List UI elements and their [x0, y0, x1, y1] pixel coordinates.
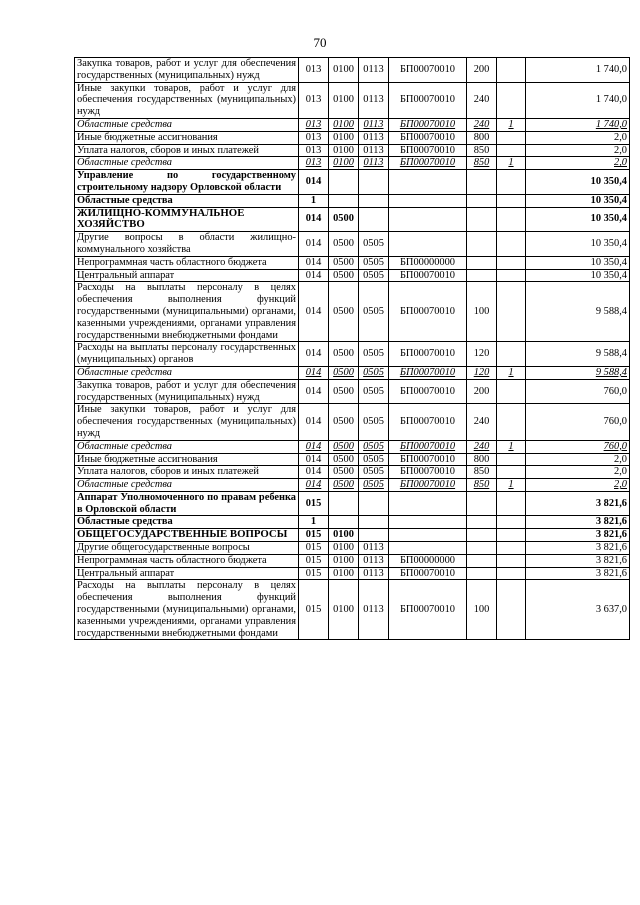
row-name-cell: Областные средства — [75, 440, 299, 453]
funding-source-cell — [497, 466, 526, 479]
funding-source-cell — [497, 554, 526, 567]
funding-source-cell — [497, 542, 526, 555]
ved-code-cell: 015 — [299, 529, 329, 542]
row-name-cell: Закупка товаров, работ и услуг для обеспечения государственных (муниципальных) нужд — [75, 379, 299, 404]
expense-type-cell — [467, 542, 497, 555]
funding-source-cell: 1 — [497, 157, 526, 170]
section-code-cell: 0100 — [329, 554, 359, 567]
table-row — [75, 82, 630, 118]
table-row — [75, 269, 630, 282]
ved-code-cell: 014 — [299, 453, 329, 466]
amount-cell: 3 637,0 — [526, 580, 630, 640]
target-article-cell — [389, 542, 467, 555]
ved-code-cell: 015 — [299, 542, 329, 555]
section-code-cell: 0500 — [329, 440, 359, 453]
subsection-code-cell: 0113 — [359, 157, 389, 170]
row-name-cell: Непрограммная часть областного бюджета — [75, 256, 299, 269]
section-code-cell: 0100 — [329, 580, 359, 640]
row-name-cell: Областные средства — [75, 479, 299, 492]
expense-type-cell — [467, 170, 497, 195]
row-name-cell: Аппарат Уполномоченного по правам ребенка в Орловской области — [75, 491, 299, 516]
ved-code-cell: 014 — [299, 466, 329, 479]
row-name-cell: Иные закупки товаров, работ и услуг для обеспечения государственных (муниципальных) нужд — [75, 404, 299, 440]
ved-code-cell: 013 — [299, 82, 329, 118]
expense-type-cell — [467, 269, 497, 282]
funding-source-cell — [497, 269, 526, 282]
table-row — [75, 554, 630, 567]
expense-type-cell — [467, 491, 497, 516]
ved-code-cell: 014 — [299, 404, 329, 440]
target-article-cell — [389, 529, 467, 542]
amount-cell: 9 588,4 — [526, 366, 630, 379]
funding-source-cell: 1 — [497, 479, 526, 492]
ved-code-cell: 014 — [299, 440, 329, 453]
subsection-code-cell: 0505 — [359, 479, 389, 492]
expense-type-cell: 240 — [467, 440, 497, 453]
ved-code-cell: 015 — [299, 567, 329, 580]
target-article-cell — [389, 207, 467, 232]
table-row — [75, 491, 630, 516]
ved-code-cell: 014 — [299, 256, 329, 269]
section-code-cell: 0100 — [329, 144, 359, 157]
funding-source-cell — [497, 194, 526, 207]
amount-cell: 2,0 — [526, 144, 630, 157]
table-row — [75, 194, 630, 207]
ved-code-cell: 013 — [299, 144, 329, 157]
funding-source-cell — [497, 342, 526, 367]
target-article-cell: БП00070010 — [389, 366, 467, 379]
amount-cell: 10 350,4 — [526, 256, 630, 269]
expense-type-cell: 240 — [467, 118, 497, 131]
table-row — [75, 58, 630, 83]
ved-code-cell: 014 — [299, 207, 329, 232]
target-article-cell — [389, 491, 467, 516]
target-article-cell: БП00070010 — [389, 580, 467, 640]
amount-cell: 3 821,6 — [526, 567, 630, 580]
section-code-cell: 0100 — [329, 157, 359, 170]
target-article-cell: БП00070010 — [389, 379, 467, 404]
row-name-cell: Расходы на выплаты персоналу в целях обеспечения выполнения функций государственными (муниципальными) органами, казенными учреждениями, органами управления государственными внебюджетными фондами — [75, 580, 299, 640]
target-article-cell: БП00070010 — [389, 404, 467, 440]
amount-cell: 3 821,6 — [526, 529, 630, 542]
target-article-cell: БП00000000 — [389, 256, 467, 269]
table-row — [75, 542, 630, 555]
expense-type-cell — [467, 207, 497, 232]
table-row — [75, 479, 630, 492]
expense-type-cell: 240 — [467, 404, 497, 440]
ved-code-cell: 1 — [299, 194, 329, 207]
amount-cell: 2,0 — [526, 157, 630, 170]
row-name-cell: Областные средства — [75, 194, 299, 207]
amount-cell: 3 821,6 — [526, 516, 630, 529]
table-row — [75, 440, 630, 453]
row-name-cell: Закупка товаров, работ и услуг для обеспечения государственных (муниципальных) нужд — [75, 58, 299, 83]
section-code-cell — [329, 194, 359, 207]
amount-cell: 2,0 — [526, 131, 630, 144]
table-row — [75, 131, 630, 144]
section-code-cell: 0100 — [329, 118, 359, 131]
table-row — [75, 466, 630, 479]
section-code-cell: 0500 — [329, 342, 359, 367]
section-code-cell: 0100 — [329, 82, 359, 118]
row-name-cell: Областные средства — [75, 157, 299, 170]
expense-type-cell: 800 — [467, 131, 497, 144]
amount-cell: 3 821,6 — [526, 542, 630, 555]
section-code-cell: 0100 — [329, 58, 359, 83]
table-row — [75, 567, 630, 580]
expense-type-cell: 800 — [467, 453, 497, 466]
target-article-cell: БП00070010 — [389, 567, 467, 580]
section-code-cell: 0500 — [329, 366, 359, 379]
subsection-code-cell: 0113 — [359, 118, 389, 131]
ved-code-cell: 013 — [299, 118, 329, 131]
amount-cell: 3 821,6 — [526, 491, 630, 516]
section-code-cell: 0500 — [329, 282, 359, 342]
table-row — [75, 529, 630, 542]
expense-type-cell — [467, 232, 497, 257]
ved-code-cell: 014 — [299, 342, 329, 367]
page-number: 70 — [313, 35, 327, 50]
funding-source-cell — [497, 379, 526, 404]
expense-type-cell: 240 — [467, 82, 497, 118]
table-row — [75, 453, 630, 466]
expense-type-cell — [467, 516, 497, 529]
target-article-cell: БП00000000 — [389, 554, 467, 567]
section-code-cell — [329, 170, 359, 195]
section-code-cell — [329, 516, 359, 529]
section-code-cell: 0500 — [329, 466, 359, 479]
subsection-code-cell: 0505 — [359, 232, 389, 257]
expense-type-cell: 200 — [467, 379, 497, 404]
expense-type-cell — [467, 194, 497, 207]
ved-code-cell: 014 — [299, 232, 329, 257]
amount-cell: 10 350,4 — [526, 194, 630, 207]
row-name-cell: Уплата налогов, сборов и иных платежей — [75, 144, 299, 157]
table-row — [75, 404, 630, 440]
ved-code-cell: 013 — [299, 157, 329, 170]
row-name-cell: Областные средства — [75, 366, 299, 379]
target-article-cell — [389, 232, 467, 257]
section-code-cell: 0100 — [329, 131, 359, 144]
subsection-code-cell: 0505 — [359, 404, 389, 440]
row-name-cell: Уплата налогов, сборов и иных платежей — [75, 466, 299, 479]
amount-cell: 760,0 — [526, 440, 630, 453]
table-row — [75, 516, 630, 529]
expense-type-cell: 850 — [467, 157, 497, 170]
expense-type-cell — [467, 567, 497, 580]
table-row — [75, 342, 630, 367]
funding-source-cell — [497, 491, 526, 516]
funding-source-cell — [497, 58, 526, 83]
amount-cell: 1 740,0 — [526, 82, 630, 118]
table-row — [75, 170, 630, 195]
target-article-cell: БП00070010 — [389, 440, 467, 453]
row-name-cell: Центральный аппарат — [75, 269, 299, 282]
ved-code-cell: 015 — [299, 580, 329, 640]
budget-table — [74, 57, 630, 640]
section-code-cell: 0500 — [329, 404, 359, 440]
subsection-code-cell — [359, 207, 389, 232]
ved-code-cell: 014 — [299, 170, 329, 195]
row-name-cell: Иные бюджетные ассигнования — [75, 453, 299, 466]
section-code-cell: 0100 — [329, 529, 359, 542]
subsection-code-cell: 0505 — [359, 440, 389, 453]
amount-cell: 10 350,4 — [526, 207, 630, 232]
subsection-code-cell: 0113 — [359, 82, 389, 118]
expense-type-cell: 100 — [467, 580, 497, 640]
expense-type-cell — [467, 529, 497, 542]
section-code-cell: 0500 — [329, 269, 359, 282]
table-row — [75, 118, 630, 131]
funding-source-cell — [497, 529, 526, 542]
section-code-cell: 0500 — [329, 479, 359, 492]
target-article-cell: БП00070010 — [389, 479, 467, 492]
ved-code-cell: 015 — [299, 491, 329, 516]
ved-code-cell: 013 — [299, 58, 329, 83]
row-name-cell: Другие вопросы в области жилищно-коммунального хозяйства — [75, 232, 299, 257]
ved-code-cell: 013 — [299, 131, 329, 144]
expense-type-cell: 120 — [467, 342, 497, 367]
amount-cell: 2,0 — [526, 453, 630, 466]
table-row — [75, 379, 630, 404]
expense-type-cell: 850 — [467, 479, 497, 492]
row-name-cell: ЖИЛИЩНО-КОММУНАЛЬНОЕ ХОЗЯЙСТВО — [75, 207, 299, 232]
section-code-cell: 0500 — [329, 379, 359, 404]
amount-cell: 760,0 — [526, 379, 630, 404]
funding-source-cell — [497, 207, 526, 232]
funding-source-cell: 1 — [497, 118, 526, 131]
funding-source-cell — [497, 282, 526, 342]
subsection-code-cell: 0113 — [359, 580, 389, 640]
expense-type-cell — [467, 256, 497, 269]
amount-cell: 2,0 — [526, 466, 630, 479]
row-name-cell: Областные средства — [75, 118, 299, 131]
expense-type-cell: 850 — [467, 466, 497, 479]
row-name-cell: Иные бюджетные ассигнования — [75, 131, 299, 144]
amount-cell: 9 588,4 — [526, 282, 630, 342]
ved-code-cell: 014 — [299, 269, 329, 282]
expense-type-cell: 200 — [467, 58, 497, 83]
subsection-code-cell: 0113 — [359, 554, 389, 567]
amount-cell: 760,0 — [526, 404, 630, 440]
target-article-cell: БП00070010 — [389, 453, 467, 466]
funding-source-cell — [497, 82, 526, 118]
subsection-code-cell — [359, 516, 389, 529]
target-article-cell: БП00070010 — [389, 144, 467, 157]
funding-source-cell: 1 — [497, 440, 526, 453]
table-row — [75, 580, 630, 640]
ved-code-cell: 014 — [299, 479, 329, 492]
table-row — [75, 282, 630, 342]
target-article-cell: БП00070010 — [389, 157, 467, 170]
subsection-code-cell: 0113 — [359, 567, 389, 580]
table-row — [75, 144, 630, 157]
amount-cell: 10 350,4 — [526, 232, 630, 257]
ved-code-cell: 1 — [299, 516, 329, 529]
target-article-cell: БП00070010 — [389, 342, 467, 367]
table-body — [75, 58, 630, 640]
subsection-code-cell — [359, 529, 389, 542]
funding-source-cell — [497, 453, 526, 466]
ved-code-cell: 014 — [299, 366, 329, 379]
target-article-cell — [389, 516, 467, 529]
target-article-cell: БП00070010 — [389, 82, 467, 118]
section-code-cell: 0500 — [329, 232, 359, 257]
section-code-cell — [329, 491, 359, 516]
target-article-cell — [389, 170, 467, 195]
row-name-cell: ОБЩЕГОСУДАРСТВЕННЫЕ ВОПРОСЫ — [75, 529, 299, 542]
target-article-cell: БП00070010 — [389, 282, 467, 342]
subsection-code-cell: 0113 — [359, 131, 389, 144]
section-code-cell: 0500 — [329, 453, 359, 466]
row-name-cell: Областные средства — [75, 516, 299, 529]
table-row — [75, 157, 630, 170]
amount-cell: 2,0 — [526, 479, 630, 492]
ved-code-cell: 014 — [299, 282, 329, 342]
funding-source-cell: 1 — [497, 366, 526, 379]
subsection-code-cell: 0505 — [359, 379, 389, 404]
subsection-code-cell: 0505 — [359, 342, 389, 367]
section-code-cell: 0100 — [329, 567, 359, 580]
amount-cell: 3 821,6 — [526, 554, 630, 567]
table-row — [75, 232, 630, 257]
section-code-cell: 0100 — [329, 542, 359, 555]
row-name-cell: Расходы на выплаты персоналу в целях обеспечения выполнения функций государственными (муниципальными) органами, казенными учреждениями, органами управления государственными внебюджетными фондами — [75, 282, 299, 342]
table-row — [75, 256, 630, 269]
subsection-code-cell — [359, 194, 389, 207]
expense-type-cell: 120 — [467, 366, 497, 379]
subsection-code-cell: 0505 — [359, 282, 389, 342]
subsection-code-cell — [359, 170, 389, 195]
section-code-cell: 0500 — [329, 207, 359, 232]
row-name-cell: Управление по государственному строительному надзору Орловской области — [75, 170, 299, 195]
row-name-cell: Непрограммная часть областного бюджета — [75, 554, 299, 567]
amount-cell: 9 588,4 — [526, 342, 630, 367]
subsection-code-cell — [359, 491, 389, 516]
funding-source-cell — [497, 144, 526, 157]
subsection-code-cell: 0505 — [359, 453, 389, 466]
target-article-cell: БП00070010 — [389, 466, 467, 479]
subsection-code-cell: 0505 — [359, 256, 389, 269]
subsection-code-cell: 0505 — [359, 269, 389, 282]
subsection-code-cell: 0505 — [359, 466, 389, 479]
target-article-cell — [389, 194, 467, 207]
row-name-cell: Другие общегосударственные вопросы — [75, 542, 299, 555]
expense-type-cell: 100 — [467, 282, 497, 342]
amount-cell: 10 350,4 — [526, 170, 630, 195]
amount-cell: 1 740,0 — [526, 118, 630, 131]
row-name-cell: Расходы на выплаты персоналу государственных (муниципальных) органов — [75, 342, 299, 367]
target-article-cell: БП00070010 — [389, 118, 467, 131]
ved-code-cell: 015 — [299, 554, 329, 567]
funding-source-cell — [497, 170, 526, 195]
target-article-cell: БП00070010 — [389, 131, 467, 144]
subsection-code-cell: 0113 — [359, 58, 389, 83]
row-name-cell: Центральный аппарат — [75, 567, 299, 580]
subsection-code-cell: 0113 — [359, 144, 389, 157]
row-name-cell: Иные закупки товаров, работ и услуг для обеспечения государственных (муниципальных) нужд — [75, 82, 299, 118]
funding-source-cell — [497, 131, 526, 144]
subsection-code-cell: 0505 — [359, 366, 389, 379]
target-article-cell: БП00070010 — [389, 58, 467, 83]
funding-source-cell — [497, 232, 526, 257]
target-article-cell: БП00070010 — [389, 269, 467, 282]
funding-source-cell — [497, 404, 526, 440]
subsection-code-cell: 0113 — [359, 542, 389, 555]
funding-source-cell — [497, 567, 526, 580]
funding-source-cell — [497, 516, 526, 529]
section-code-cell: 0500 — [329, 256, 359, 269]
funding-source-cell — [497, 580, 526, 640]
funding-source-cell — [497, 256, 526, 269]
expense-type-cell — [467, 554, 497, 567]
table-row — [75, 366, 630, 379]
amount-cell: 1 740,0 — [526, 58, 630, 83]
amount-cell: 10 350,4 — [526, 269, 630, 282]
ved-code-cell: 014 — [299, 379, 329, 404]
table-row — [75, 207, 630, 232]
expense-type-cell: 850 — [467, 144, 497, 157]
